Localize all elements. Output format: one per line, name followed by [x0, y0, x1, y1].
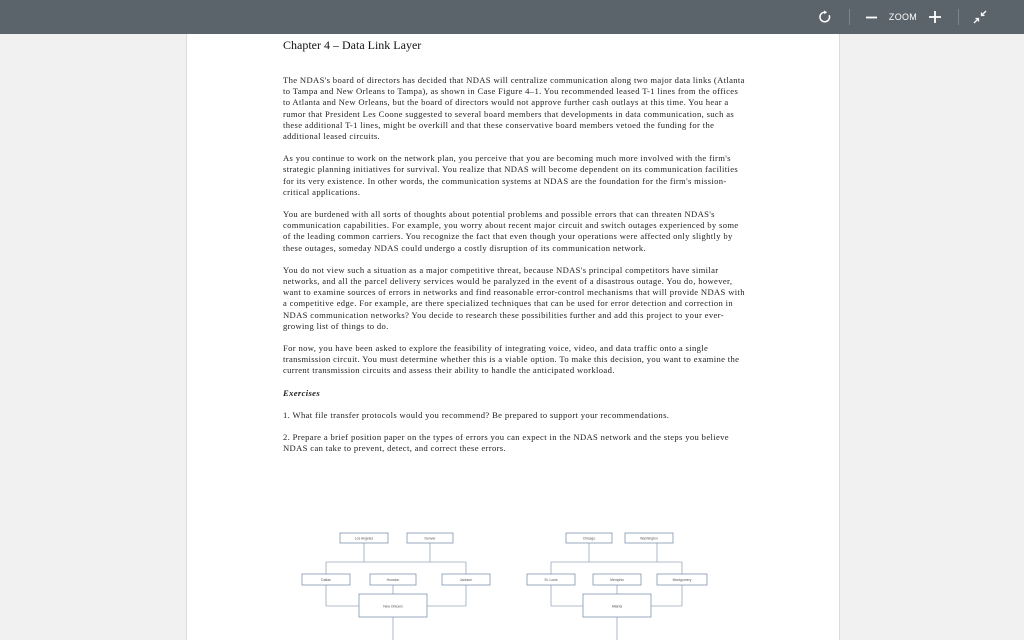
document-page	[186, 34, 840, 640]
zoom-out-icon	[866, 12, 877, 23]
viewer-toolbar	[0, 0, 1024, 34]
paragraph: For now, you have been asked to explore the feasibility of integrating voice, video, and data traffic onto a single transmission circuit. You must determine whether this is a viable option. To make this decision, you want to examine the current transmission circuits and assess their ability to handle the anticipated workload.	[283, 343, 740, 376]
node-label: Chicago	[582, 536, 596, 541]
node-label: Montgomery	[672, 578, 692, 582]
node-label: Los Angeles	[354, 536, 374, 541]
paragraph: As you continue to work on the network plan, you perceive that you are becoming much more involved with the firm's strategic planning initiatives for survival. You realize that NDAS will become dependent on its communication facilities for its very existence. In other words, the communication systems at NDAS are the foundation for the firm's mission-critical applications.	[283, 153, 739, 197]
hub-label: New Orleans	[383, 604, 403, 609]
zoom-label: ZOOM	[888, 12, 918, 22]
node-label: Houston	[386, 578, 400, 582]
zoom-in-icon	[929, 11, 941, 23]
node-label: Washington	[640, 536, 658, 541]
document-body	[283, 75, 745, 465]
refresh-button[interactable]	[812, 0, 838, 34]
zoom-in-button[interactable]	[926, 0, 944, 34]
exit-fullscreen-icon	[973, 10, 987, 24]
paragraph: You are burdened with all sorts of thoughts about potential problems and possible errors that can threaten NDAS's communication capabilities. For example, you worry about recent major circuit and switch outages experienced by some of the leading common carriers. You recognize the fact that even though your operations were affected only slightly by these outages, someday NDAS could undergo a costly disruption of its communication network.	[283, 209, 739, 253]
node-label: St. Louis	[544, 578, 558, 582]
node-label: Jackson	[459, 578, 473, 582]
node-label: Dallas	[321, 578, 331, 582]
node-label: Memphis	[610, 578, 624, 582]
exercises-heading: Exercises	[283, 387, 321, 398]
exercise-item: 2. Prepare a brief position paper on the types of errors you can expect in the NDAS network and the steps you believe NDAS can take to prevent, detect, and correct these errors.	[283, 432, 729, 454]
hub-label: Atlanta	[611, 604, 623, 609]
paragraph: The NDAS's board of directors has decided that NDAS will centralize communication along two major data links (Atlanta to Tampa and New Orleans to Tampa), as shown in Case Figure 4–1. You recommended leased T-1 lines from the offices to Atlanta and New Orleans, but the board of directors would not approve further cash outlays at this time. You hear a rumor that President Les Coone suggested to several board members that developments in data communication, such as these additional T-1 lines, might be overkill and that these conservative board members vetoed the funding for the additional leased circuits.	[283, 75, 745, 142]
paragraph: You do not view such a situation as a major competitive threat, because NDAS's principal competitors have similar networks, and all the parcel delivery services would be paralyzed in the event of a disastrous outage. You do, however, want to examine sources of errors in networks and find reasonable error-control mechanisms that will provide NDAS with a competitive edge. For example, are there specialized techniques that can be used for error detection and correction in NDAS communication networks? You decide to research these possibilities further and add this project to your ever-growing list of things to do.	[283, 264, 745, 331]
zoom-out-button[interactable]	[862, 0, 880, 34]
chapter-title: Chapter 4 – Data Link Layer	[283, 38, 422, 52]
exit-fullscreen-button[interactable]	[964, 0, 996, 34]
refresh-icon	[818, 10, 832, 24]
node-label: Denver	[424, 536, 436, 541]
network-diagram	[187, 528, 839, 640]
exercise-item: 1. What file transfer protocols would you recommend? Be prepared to support your recommendations.	[283, 409, 670, 420]
